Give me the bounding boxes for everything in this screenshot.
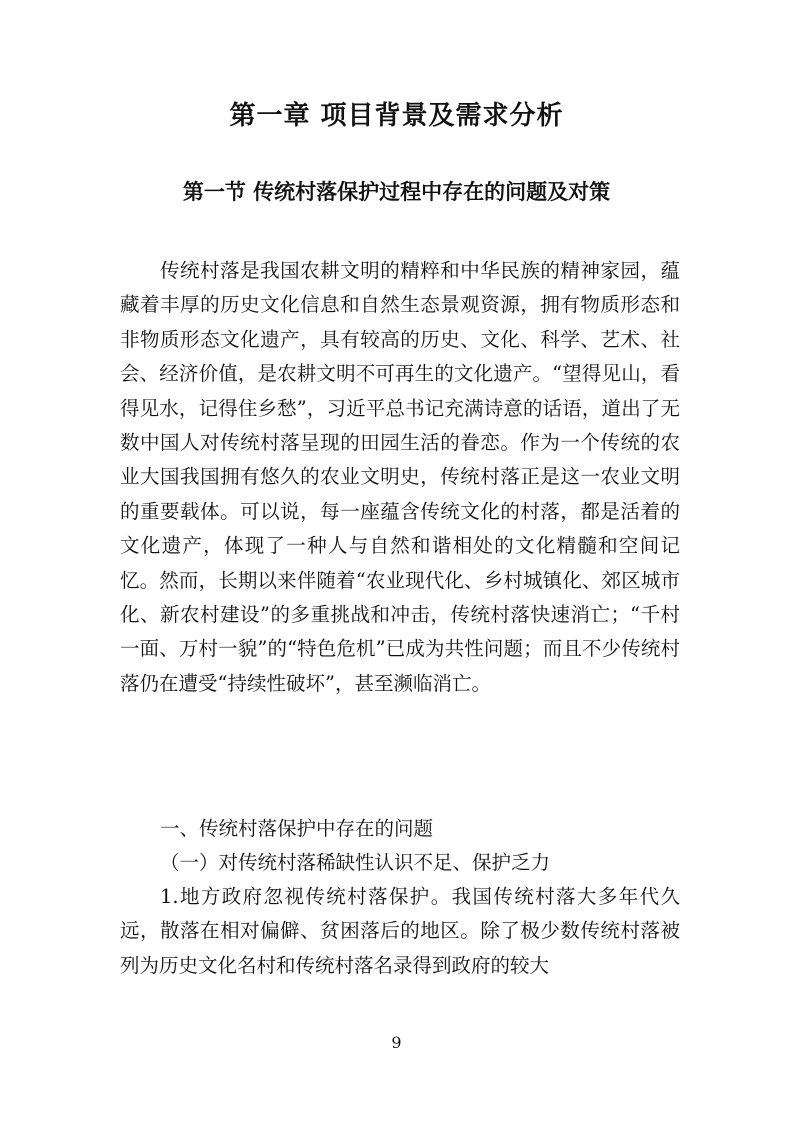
chapter-title: 第一章 项目背景及需求分析 bbox=[229, 101, 564, 131]
section-title: 第一节 传统村落保护过程中存在的问题及对策 bbox=[182, 180, 611, 204]
body-paragraph-1: 传统村落是我国农耕文明的精粹和中华民族的精神家园，蕴藏着丰厚的历史文化信息和自然生态景观资源，拥有物质形态和非物质形态文化遗产，具有较高的历史、文化、科学、艺术、社会、经济价值，是农耕文明不可再生的文化遗产。“望得见山，看得见水，记得住乡愁”，习近平总书记充满诗意的话语，道出了无数中国人对传统村落呈现的田园生活的眷恋。作为一个传统的农业大国我国拥有悠久的农业文明史，传统村落正是这一农业文明的重要载体。可以说，每一座蕴含传统文化的村落，都是活着的文化遗产，体现了一种人与自然和谐相处的文化精髓和空间记忆。然而，长期以来伴随着“农业现代化、乡村城镇化、郊区城市化、新农村建设”的多重挑战和冲击，传统村落快速消亡；“千村一面、万村一貌”的“特色危机”已成为共性问题；而且不少传统村落仍在遭受“持续性破坏”，甚至濒临消亡。 bbox=[120, 259, 680, 695]
body-paragraph-2: 1.地方政府忽视传统村落保护。我国传统村落大多年代久远，散落在相对偏僻、贫困落后的地区。除了极少数传统村落被列为历史文化名村和传统村落名录得到政府的较大 bbox=[120, 885, 680, 977]
subheading-level-1: 一、传统村落保护中存在的问题 bbox=[160, 817, 434, 840]
page-number: 9 bbox=[391, 1033, 402, 1052]
subheading-level-2: （一）对传统村落稀缺性认识不足、保护乏力 bbox=[160, 851, 551, 874]
